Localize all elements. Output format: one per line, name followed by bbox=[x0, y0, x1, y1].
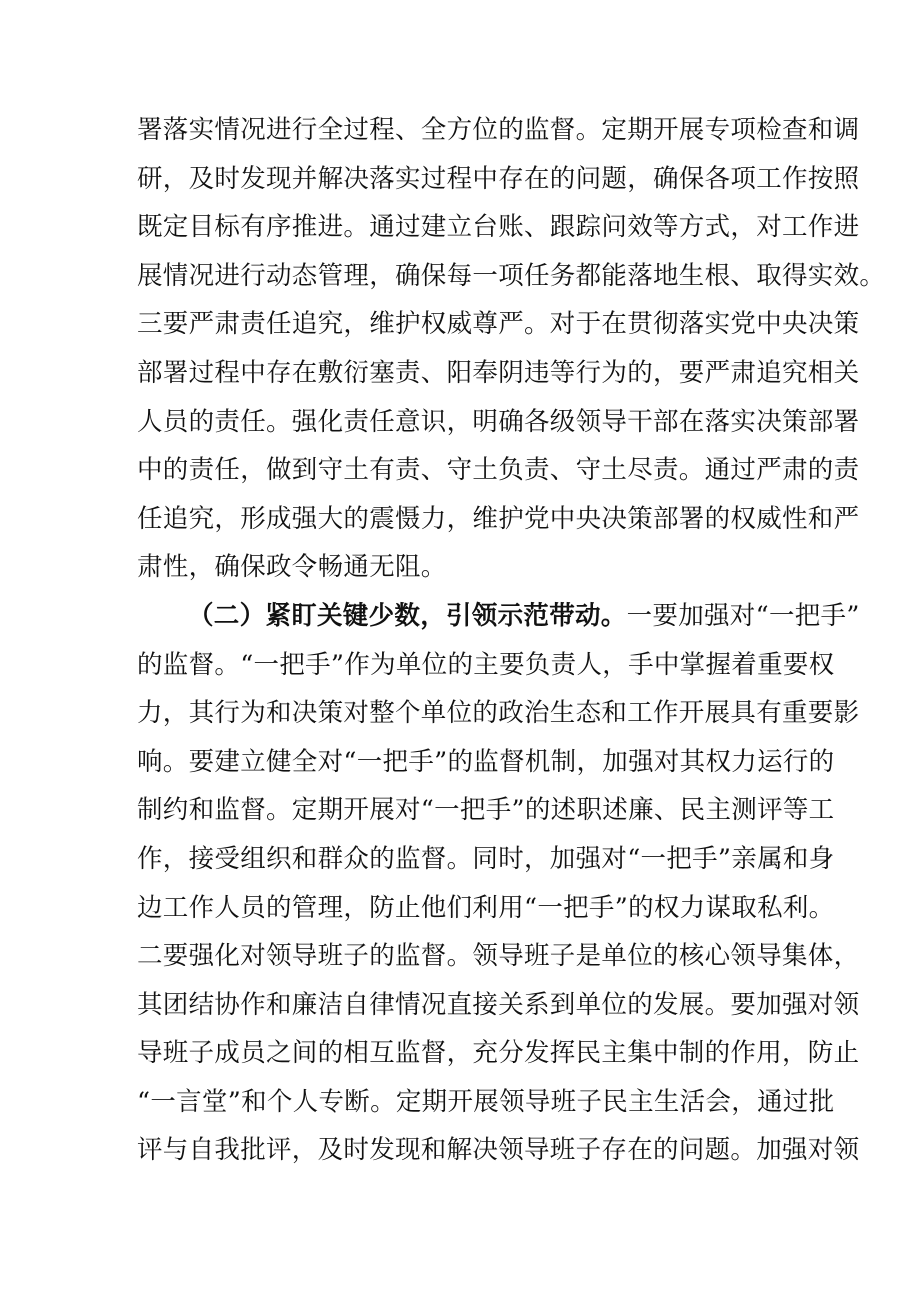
text-line: 边工作人员的管理，防止他们利用“一把手”的权力谋取私利。 bbox=[137, 892, 835, 923]
text-line: 的监督。“一把手”作为单位的主要负责人，手中掌握着重要权 bbox=[137, 649, 835, 680]
text-line: 三要严肃责任追究，维护权威尊严。对于在贯彻落实党中央决策 bbox=[137, 309, 860, 340]
text-line: 任追究，形成强大的震慑力，维护党中央决策部署的权威性和严 bbox=[137, 503, 860, 534]
text-line: 中的责任，做到守土有责、守土负责、守土尽责。通过严肃的责 bbox=[137, 455, 860, 486]
body-text bbox=[137, 106, 886, 1175]
text-line: 既定目标有序推进。通过建立台账、跟踪问效等方式，对工作进 bbox=[137, 212, 860, 243]
text-line: 评与自我批评，及时发现和解决领导班子存在的问题。加强对领 bbox=[137, 1135, 860, 1166]
section-heading: （二）紧盯关键少数，引领示范带动。 bbox=[188, 600, 627, 631]
text-line: 作，接受组织和群众的监督。同时，加强对“一把手”亲属和身 bbox=[137, 843, 835, 874]
text-line: 力，其行为和决策对整个单位的政治生态和工作开展具有重要影 bbox=[137, 698, 860, 729]
text-line: 二要强化对领导班子的监督。领导班子是单位的核心领导集体， bbox=[137, 941, 860, 972]
text-line: 肃性，确保政令畅通无阻。 bbox=[137, 552, 447, 583]
text-line: 制约和监督。定期开展对“一把手”的述职述廉、民主测评等工 bbox=[137, 795, 835, 826]
text-line: 其团结协作和廉洁自律情况直接关系到单位的发展。要加强对领 bbox=[137, 989, 860, 1020]
text-line: 导班子成员之间的相互监督，充分发挥民主集中制的作用，防止 bbox=[137, 1038, 860, 1069]
text-line: 署落实情况进行全过程、全方位的监督。定期开展专项检查和调 bbox=[137, 115, 860, 145]
text-line: “一言堂”和个人专断。定期开展领导班子民主生活会，通过批 bbox=[137, 1086, 835, 1117]
text-line: 响。要建立健全对“一把手”的监督机制，加强对其权力运行的 bbox=[137, 746, 835, 777]
text-line: 研，及时发现并解决落实过程中存在的问题，确保各项工作按照 bbox=[137, 163, 860, 194]
section-first-line bbox=[137, 592, 860, 641]
text-line: 部署过程中存在敷衍塞责、阳奉阴违等行为的，要严肃追究相关 bbox=[137, 357, 860, 388]
text-line: 人员的责任。强化责任意识，明确各级领导干部在落实决策部署 bbox=[137, 406, 860, 437]
section-first-line-text: 一要加强对“一把手” bbox=[626, 600, 860, 631]
text-line: 展情况进行动态管理，确保每一项任务都能落地生根、取得实效。 bbox=[137, 260, 886, 291]
